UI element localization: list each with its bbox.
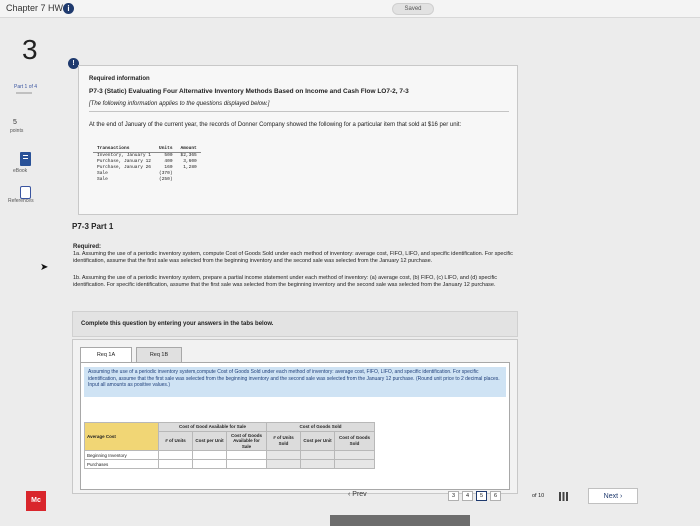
col-cost-available: Cost of Goods Available for Sale <box>227 431 267 451</box>
txn-label: Purchase, January 12 <box>97 159 152 164</box>
tab-instructions: Assuming the use of a periodic inventory system,compute Cost of Goods Sold under each method of inventory: average cost, FIFO, LIFO, and specific identification. For specific identification, assume that the first sale was selected from the beginning inventory and the second sale was selected from the January 12 purchase. (Round unit price to 2 decimal places. Input all amounts as positive values.) <box>84 367 506 397</box>
txn-label: Inventory, January 1 <box>97 153 152 158</box>
input-cell <box>301 451 335 460</box>
requirement-1b-text: 1b. Assuming the use of a periodic inventory system, prepare a partial income statement under each method of inventory: (a) average cost, (b) FIFO, (c) LIFO, and (d) specific identification. For specific identification, assume that the first sale was selected from the beginning inventory and the second sale was selected from the January 12 purchase. <box>73 275 497 288</box>
required-information-box <box>78 65 518 215</box>
method-header: Average Cost <box>85 423 159 451</box>
mouse-cursor-icon: ➤ <box>40 262 49 273</box>
mcgraw-hill-logo: Mc <box>26 491 46 511</box>
divider <box>89 111 509 112</box>
problem-title: P7-3 (Static) Evaluating Four Alternative Inventory Methods Based on Income and Cash Flow LO7-2, 7-3 <box>89 88 409 95</box>
txn-label: Sale <box>97 177 108 182</box>
txn-header-units: Units <box>155 146 177 153</box>
saved-status-pill: Saved <box>392 3 434 15</box>
txn-units: (250) <box>159 177 173 182</box>
question-number: 3 <box>22 34 38 65</box>
page-5-button[interactable]: 5 <box>476 491 487 501</box>
main-content <box>52 18 700 526</box>
col-units: # of Units <box>159 431 193 451</box>
banner-text: Complete this question by entering your answers in the tabs below. <box>81 321 274 327</box>
txn-header-transactions: Transactions <box>93 146 155 153</box>
cogs-group-header: Cost of Goods Sold <box>267 423 375 432</box>
row-label-purchases: Purchases <box>85 460 159 469</box>
col-units-sold: # of Units Sold <box>267 431 301 451</box>
requirement-1a-text: 1a. Assuming the use of a periodic inventory system, compute Cost of Goods Sold under each method of inventory: average cost, FIFO, LIFO, and specific identification. For specific identification, assume that the first sale was selected from the beginning inventory and the second sale was selected from the January 12 purchase. <box>73 251 513 264</box>
references-link[interactable]: References <box>8 198 34 204</box>
part-indicator: Part 1 of 4 <box>14 84 38 90</box>
question-sidebar <box>0 18 52 526</box>
cost-available-group-header: Cost of Good Available for Sale <box>159 423 267 432</box>
txn-amount: $2,365 <box>180 153 197 158</box>
txn-amount <box>177 177 201 183</box>
chapter-title: Chapter 7 HW <box>6 3 64 13</box>
txn-units: 160 <box>164 165 173 170</box>
tab-content <box>80 362 510 490</box>
input-cell[interactable] <box>193 460 227 469</box>
txn-units: (370) <box>159 171 173 176</box>
next-button[interactable]: Next › <box>588 488 638 504</box>
table-row <box>93 177 201 183</box>
tab-req-1a[interactable]: Req 1A <box>80 347 132 363</box>
grid-view-icon[interactable] <box>559 492 568 501</box>
txn-header-amount: Amount <box>177 146 201 153</box>
part-heading: P7-3 Part 1 <box>72 222 114 231</box>
next-label: Next <box>603 493 619 500</box>
input-cell <box>301 460 335 469</box>
prev-button[interactable]: ‹ Prev <box>348 491 367 498</box>
answer-tab-panel <box>72 339 518 494</box>
input-cell[interactable] <box>193 451 227 460</box>
prev-label: Prev <box>352 491 367 498</box>
row-label-beginning-inventory: Beginning Inventory <box>85 451 159 460</box>
ebook-link[interactable]: eBook <box>13 168 28 174</box>
col-cogs: Cost of Goods Sold <box>335 431 375 451</box>
points-value: 5 <box>13 119 17 126</box>
input-cell[interactable] <box>227 460 267 469</box>
required-heading: Required: <box>73 244 102 250</box>
table-row <box>93 165 201 171</box>
input-cell <box>267 451 301 460</box>
input-cell <box>335 460 375 469</box>
tab-req-1b[interactable]: Req 1B <box>136 347 182 363</box>
answer-instruction-banner <box>72 311 518 337</box>
info-badge-icon: ! <box>68 58 79 69</box>
required-info-heading: Required information <box>89 76 150 82</box>
average-cost-table <box>84 422 375 469</box>
txn-units: 400 <box>164 159 173 164</box>
txn-label: Sale <box>97 171 108 176</box>
table-row <box>85 451 375 460</box>
info-icon[interactable]: i <box>63 3 74 14</box>
input-cell <box>267 460 301 469</box>
page-count: of 10 <box>532 493 545 499</box>
input-cell[interactable] <box>159 451 193 460</box>
txn-label: Purchase, January 26 <box>97 165 152 170</box>
table-row <box>85 460 375 469</box>
input-cell <box>335 451 375 460</box>
ebook-icon[interactable] <box>20 152 31 166</box>
taskbar-strip <box>330 515 470 526</box>
col-cost-per-unit: Cost per Unit <box>193 431 227 451</box>
problem-description: At the end of January of the current year, the records of Donner Company showed the following for a particular item that sold at $16 per unit: <box>89 122 462 128</box>
intro-text: [The following information applies to the questions displayed below.] <box>89 101 270 107</box>
txn-units: 500 <box>164 153 173 158</box>
transactions-table <box>93 146 201 183</box>
input-cell[interactable] <box>227 451 267 460</box>
part-progress-bar <box>16 92 32 94</box>
col-cost-per-unit-sold: Cost per Unit <box>301 431 335 451</box>
txn-amount: 1,280 <box>183 165 197 170</box>
input-cell[interactable] <box>159 460 193 469</box>
points-label: points <box>10 128 24 134</box>
page-6-button[interactable]: 6 <box>490 491 501 501</box>
page-4-button[interactable]: 4 <box>462 491 473 501</box>
question-navigation <box>78 484 678 508</box>
txn-amount: 3,600 <box>183 159 197 164</box>
page-3-button[interactable]: 3 <box>448 491 459 501</box>
top-bar <box>0 0 700 18</box>
